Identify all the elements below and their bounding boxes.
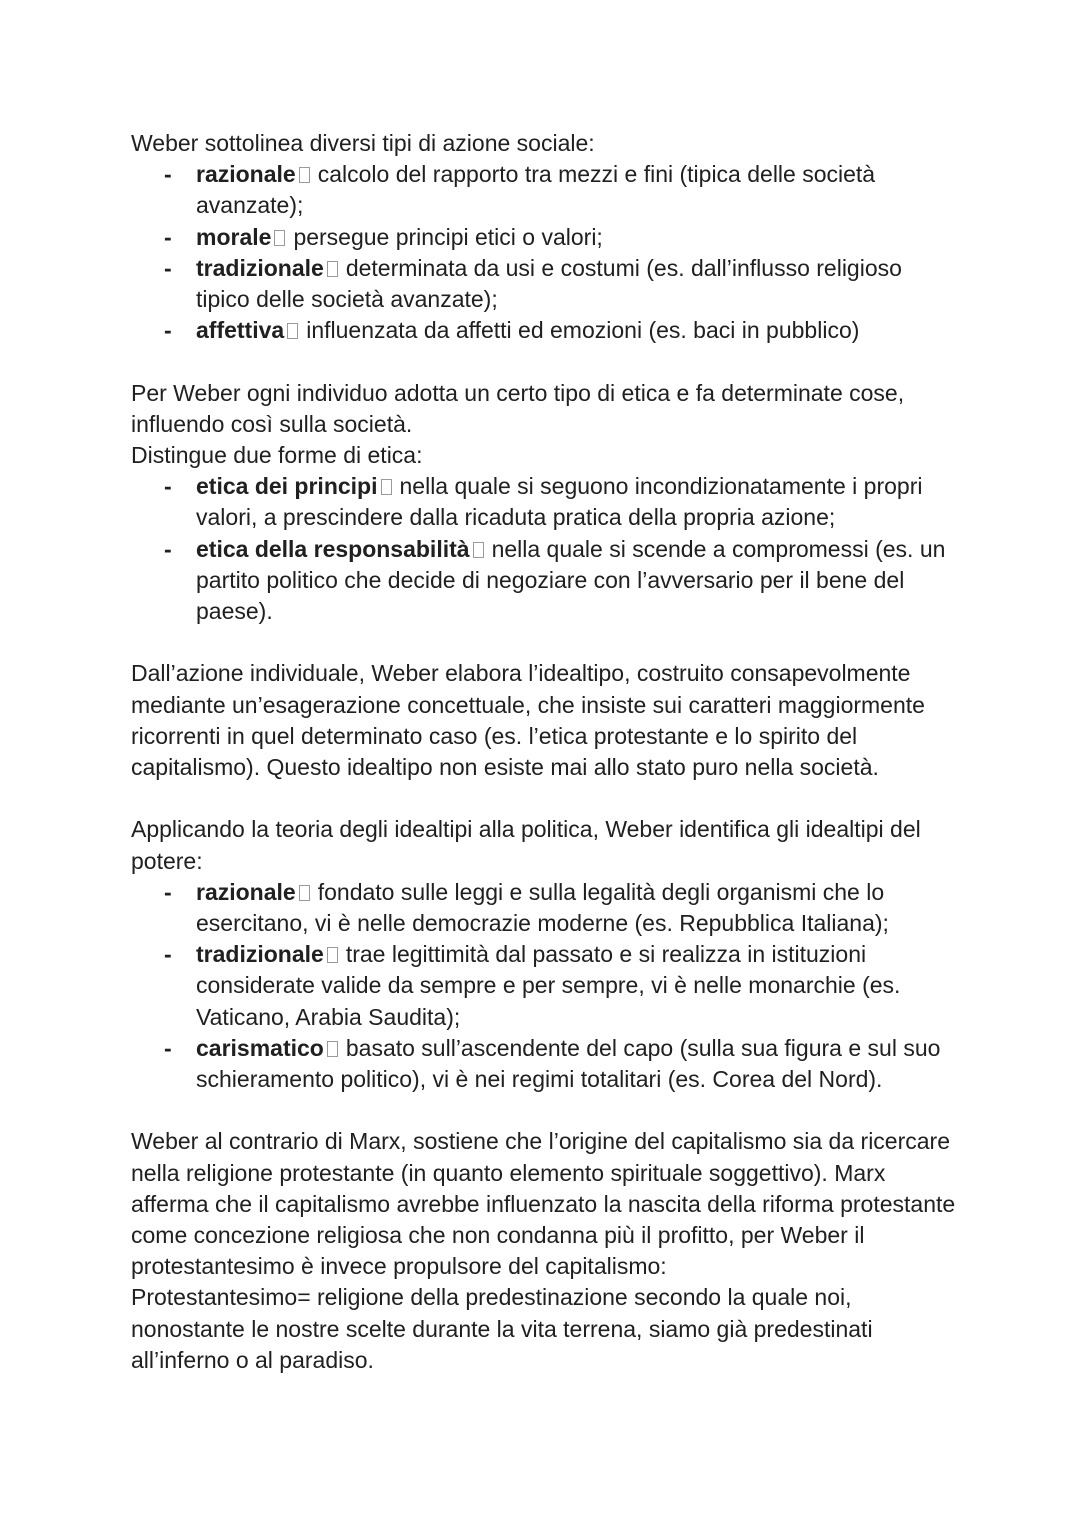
list-item bbox=[131, 534, 960, 628]
item-text: nella quale si scende a compromessi (es. un partito politico che decide di negoziare con l’avversario per il bene del paese). bbox=[196, 535, 946, 625]
etica-list bbox=[131, 471, 960, 627]
item-term: etica della responsabilità bbox=[196, 535, 470, 562]
item-text: fondato sulle leggi e sulla legalità degli organismi che lo esercitano, vi è nelle democrazie moderne (es. Repubblica Italiana); bbox=[196, 878, 889, 937]
list-item bbox=[131, 253, 960, 315]
item-text: nella quale si seguono incondizionatamente i propri valori, a prescindere dalla ricaduta pratica della propria azione; bbox=[196, 473, 923, 531]
intro-azione-sociale: Weber sottolinea diversi tipi di azione sociale: bbox=[131, 130, 595, 156]
item-term: razionale bbox=[196, 878, 296, 905]
item-text: basato sull’ascendente del capo (sulla sua figura e sul suo schieramento politico), vi è nei regimi totalitari (es. Corea del Nord). bbox=[196, 1034, 941, 1093]
paragraph-spacer bbox=[131, 627, 960, 658]
item-term: tradizionale bbox=[196, 941, 324, 968]
missing-glyph-icon bbox=[299, 885, 310, 901]
item-term: carismatico bbox=[196, 1034, 324, 1061]
list-item bbox=[131, 939, 960, 1033]
etica-paragraph: Per Weber ogni individuo adotta un certo tipo di etica e fa determinate cose, influendo così sulla società. bbox=[131, 379, 905, 437]
list-item bbox=[131, 222, 960, 253]
item-term: razionale bbox=[196, 161, 296, 188]
list-item bbox=[131, 471, 960, 533]
list-item bbox=[131, 1033, 960, 1095]
item-text: trae legittimità dal passato e si realizza in istituzioni considerate valide da sempre e per sempre, vi è nelle monarchie (es. Vaticano, Arabia Saudita); bbox=[196, 941, 901, 1030]
item-term: morale bbox=[196, 223, 272, 250]
paragraph-spacer bbox=[131, 346, 960, 377]
missing-glyph-icon bbox=[299, 167, 310, 183]
etica-intro: Distingue due forme di etica: bbox=[131, 442, 423, 469]
missing-glyph-icon bbox=[287, 323, 298, 339]
item-text: influenzata da affetti ed emozioni (es. baci in pubblico) bbox=[306, 317, 860, 344]
item-text: persegue principi etici o valori; bbox=[293, 223, 603, 250]
item-term: etica dei principi bbox=[196, 473, 378, 500]
item-term: tradizionale bbox=[196, 254, 324, 281]
missing-glyph-icon bbox=[327, 261, 338, 277]
potere-list bbox=[131, 877, 960, 1095]
potere-intro: Applicando la teoria degli idealtipi alla politica, Weber identifica gli idealtipi del potere: bbox=[131, 816, 921, 874]
azione-sociale-list bbox=[131, 159, 960, 346]
list-item bbox=[131, 877, 960, 939]
missing-glyph-icon bbox=[381, 479, 392, 495]
paragraph-spacer bbox=[131, 783, 960, 814]
item-term: affettiva bbox=[196, 317, 285, 344]
missing-glyph-icon bbox=[327, 947, 338, 963]
idealtipo-paragraph: Dall’azione individuale, Weber elabora l’idealtipo, costruito consapevolmente mediante un’esagerazione concettuale, che insiste sui caratteri maggiormente ricorrenti in quel determinato caso (es. l’etica protestante e lo spirito del capitalismo). Questo idealtipo non esiste mai allo stato puro nella società. bbox=[131, 660, 925, 781]
item-text: calcolo del rapporto tra mezzi e fini (tipica delle società avanzate); bbox=[196, 161, 876, 219]
capitalismo-paragraph: Weber al contrario di Marx, sostiene che l’origine del capitalismo sia da ricercare nella religione protestante (in quanto elemento spirituale soggettivo). Marx afferma che il capitalismo avrebbe influenzato la nascita della riforma protestante come concezione religiosa che non condanna più il profitto, per Weber il protestantesimo è invece propulsore del capitalismo: bbox=[131, 1128, 956, 1280]
list-item bbox=[131, 315, 960, 346]
missing-glyph-icon bbox=[274, 230, 285, 246]
item-text: determinata da usi e costumi (es. dall’influsso religioso tipico delle società avanzate); bbox=[196, 254, 902, 313]
missing-glyph-icon bbox=[327, 1041, 338, 1057]
list-item bbox=[131, 159, 960, 221]
paragraph-spacer bbox=[131, 1095, 960, 1126]
missing-glyph-icon bbox=[473, 542, 484, 558]
protestantesimo-definition: Protestantesimo= religione della predestinazione secondo la quale noi, nonostante le nostre scelte durante la vita terrena, siamo già predestinati all’inferno o al paradiso. bbox=[131, 1284, 873, 1373]
